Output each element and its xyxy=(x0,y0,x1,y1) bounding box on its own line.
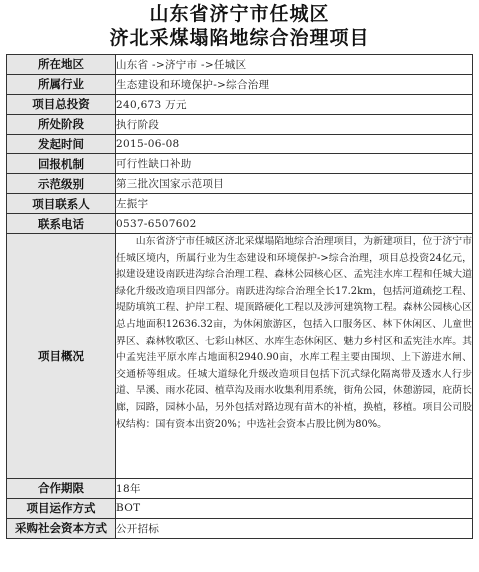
project-info-table xyxy=(6,54,473,539)
row-label-start-date: 发起时间 xyxy=(7,134,116,154)
table-row xyxy=(7,154,473,174)
document-title xyxy=(0,0,479,52)
table-row xyxy=(7,114,473,134)
row-value-return-mechanism: 可行性缺口补助 xyxy=(116,154,473,174)
row-label-overview: 项目概况 xyxy=(7,234,116,479)
table-row xyxy=(7,498,473,518)
table-row xyxy=(7,134,473,154)
row-value-stage: 执行阶段 xyxy=(116,114,473,134)
row-value-investment: 240,673 万元 xyxy=(116,94,473,114)
row-value-cooperation-period: 18年 xyxy=(116,479,473,499)
table-row xyxy=(7,518,473,538)
table-row xyxy=(7,55,473,75)
row-value-operation-mode: BOT xyxy=(116,498,473,518)
row-label-cooperation-period: 合作期限 xyxy=(7,479,116,499)
row-value-phone: 0537-6507602 xyxy=(116,214,473,234)
table-row xyxy=(7,174,473,194)
table-row xyxy=(7,479,473,499)
row-value-industry: 生态建设和环境保护->综合治理 xyxy=(116,74,473,94)
row-value-contact-person: 左振宇 xyxy=(116,194,473,214)
row-value-start-date: 2015-06-08 xyxy=(116,134,473,154)
table-row xyxy=(7,214,473,234)
row-label-stage: 所处阶段 xyxy=(7,114,116,134)
row-label-procurement-method: 采购社会资本方式 xyxy=(7,518,116,538)
title-line-2: 济北采煤塌陷地综合治理项目 xyxy=(109,27,370,49)
row-label-demo-level: 示范级别 xyxy=(7,174,116,194)
table-row xyxy=(7,94,473,114)
row-label-industry: 所属行业 xyxy=(7,74,116,94)
row-value-demo-level: 第三批次国家示范项目 xyxy=(116,174,473,194)
table-row xyxy=(7,194,473,214)
row-label-return-mechanism: 回报机制 xyxy=(7,154,116,174)
title-line-1: 山东省济宁市任城区 xyxy=(149,3,330,25)
row-label-region: 所在地区 xyxy=(7,55,116,75)
table-row-overview xyxy=(7,234,473,479)
row-value-procurement-method: 公开招标 xyxy=(116,518,473,538)
row-label-contact-person: 项目联系人 xyxy=(7,194,116,214)
row-label-operation-mode: 项目运作方式 xyxy=(7,498,116,518)
row-label-phone: 联系电话 xyxy=(7,214,116,234)
row-label-investment: 项目总投资 xyxy=(7,94,116,114)
project-overview-text: 山东省济宁市任城区济北采煤塌陷地综合治理项目，为新建项目，位于济宁市任城区境内，所属行业为生态建设和环境保护->综合治理，项目总投资24亿元，拟建设建设南跃进沟综合治理工程、森林公园核心区、孟宪洼水库工程和任城大道绿化升级改造项目四部分。南跃进沟综合治理全长17.2km，包括河道疏挖工程、堤防填筑工程、护岸工程、堤顶路硬化工程以及涉河建筑物工程。森林公园核心区总占地面积12636.32亩，为休闲旅游区，包括入口服务区、林下休闲区、儿童世界区、森林牧歌区、七彩山林区、水库生态休闲区、魅力乡村区和孟宪洼水库。其中孟宪洼平原水库占地面积2940.90亩，水库工程主要由围坝、上下游进水闸、交通桥等组成。任城大道绿化升级改造项目包括下沉式绿化隔离带及透水人行步道、旱溪、雨水花园、植草沟及雨水收集利用系统，街角公园，休憩游园，庇荫长廊，园路，园林小品，另外包括对路边现有苗木的补植，换植，移植。项目公司股权结构：国有资本出资20%；中选社会资本占股比例为80%。 xyxy=(116,234,473,479)
row-value-region: 山东省 ->济宁市 ->任城区 xyxy=(116,55,473,75)
table-row xyxy=(7,74,473,94)
